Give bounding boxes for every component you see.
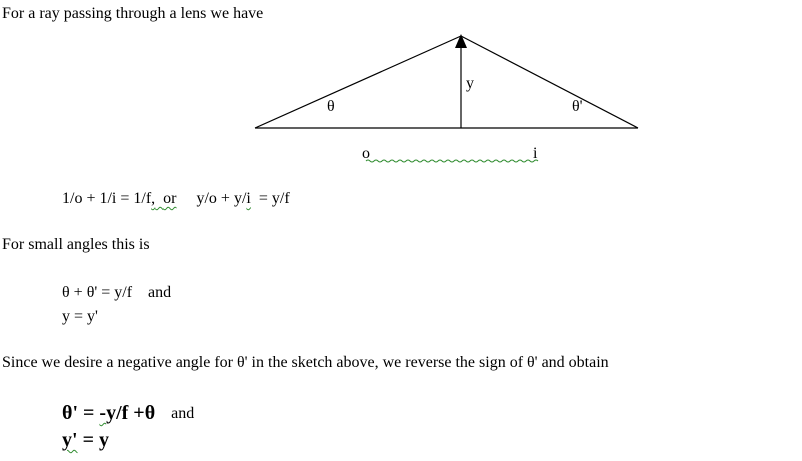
- label-y: y: [466, 75, 474, 92]
- result-theta-prime: θ': [62, 402, 78, 424]
- small-angle-eq-1: θ + θ' = y/f and: [62, 284, 172, 301]
- lens-eq-right-a: y/o + y/: [196, 190, 247, 207]
- result-neg: -: [99, 402, 107, 424]
- squiggle-underline: [366, 160, 538, 162]
- lens-eq-left: 1/o + 1/i = 1/f: [62, 190, 152, 207]
- result-y-prime: y': [62, 429, 78, 451]
- lens-eq-comma: , or: [151, 190, 177, 207]
- small-angle-eq-2: y = y': [62, 308, 98, 325]
- intro-text: For a ray passing through a lens we have: [2, 5, 264, 22]
- sign-sentence: Since we desire a negative angle for θ' in the sketch above, we reverse the sign of θ' and obtain: [2, 354, 609, 371]
- left-ray: [255, 36, 461, 128]
- label-i: i: [533, 145, 538, 162]
- arrow-head-icon: [455, 34, 467, 48]
- result-eq-1: θ' = -y/f +θ and: [62, 402, 195, 424]
- lens-eq-right-i: i: [246, 190, 251, 207]
- lens-equation: [62, 191, 290, 207]
- right-ray: [461, 36, 638, 128]
- label-o: o: [362, 145, 370, 162]
- label-theta: θ: [327, 98, 335, 115]
- lens-eq-right-b: = y/f: [254, 190, 290, 207]
- result-eq-2: y' = y: [62, 429, 109, 451]
- small-angles-text: For small angles this is: [2, 236, 150, 253]
- label-theta-prime: θ': [572, 98, 583, 115]
